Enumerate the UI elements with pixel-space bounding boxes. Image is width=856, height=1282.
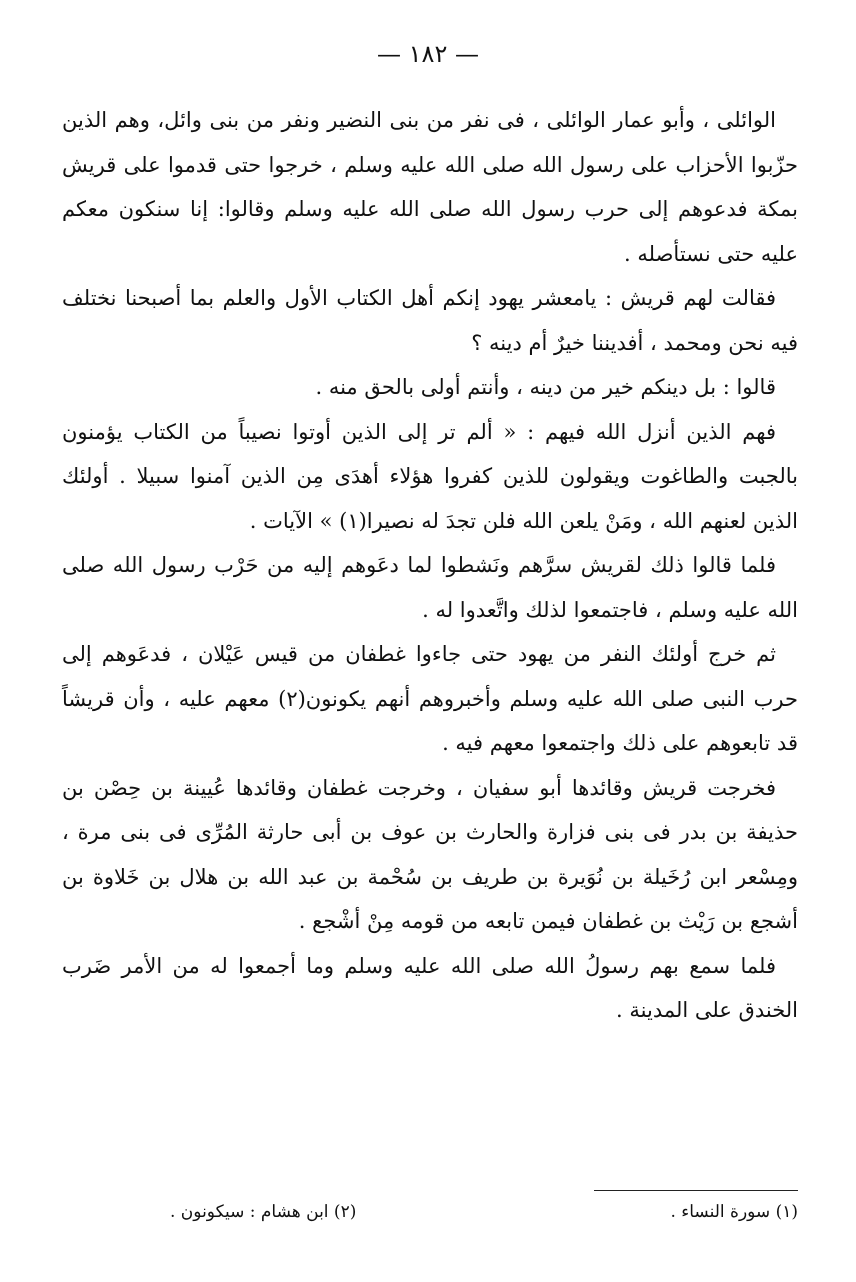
paragraph: ثم خرج أولئك النفر من يهود حتى جاءوا غطفان من قيس عَيْلان ، فدعَوهم إلى حرب النبى صلى الله عليه وسلم وأخبروهم أنهم يكونون(٢) معهم عليه ، وأن قريشاً قد تابعوهم على ذلك واجتمعوا معهم فيه . bbox=[62, 642, 798, 755]
paragraph: فهم الذين أنزل الله فيهم : « ألم تر إلى الذين أوتوا نصيباً من الكتاب يؤمنون بالجبت والطاغوت ويقولون للذين كفروا هؤلاء أهدَى مِن الذين آمنوا سبيلا . أولئك الذين لعنهم الله ، ومَنْ يلعن الله فلن تجدَ له نصيرا(١) » الآيات . bbox=[62, 419, 798, 533]
footnote-2: (٢) ابن هشام : سيكونون . bbox=[170, 1202, 357, 1222]
paragraph: قالوا : بل دينكم خير من دينه ، وأنتم أولى بالحق منه . bbox=[315, 375, 776, 399]
footnote-1: (١) سورة النساء . bbox=[670, 1202, 798, 1222]
paragraph: فقالت لهم قريش : يامعشر يهود إنكم أهل الكتاب الأول والعلم بما أصبحنا نختلف فيه نحن ومحمد ، أفديننا خيرٌ أم دينه ؟ bbox=[62, 286, 798, 355]
footnote-divider bbox=[594, 1190, 798, 1191]
paragraph: فلما قالوا ذلك لقريش سرَّهم ونَشطوا لما دعَوهم إليه من حَرْب رسول الله صلى الله عليه وسلم ، فاجتمعوا لذلك واتَّعدوا له . bbox=[62, 553, 798, 622]
footnotes bbox=[170, 1202, 798, 1222]
paragraph: الوائلى ، وأبو عمار الوائلى ، فى نفر من بنى النضير ونفر من بنى وائل، وهم الذين حزّبوا الأحزاب على رسول الله صلى الله عليه وسلم ، خرجوا حتى قدموا على قريش بمكة فدعوهم إلى حرب رسول الله صلى الله عليه وسلم وقالوا: إنا سنكون معكم عليه حتى نستأصله . bbox=[62, 108, 798, 266]
paragraph: فخرجت قريش وقائدها أبو سفيان ، وخرجت غطفان وقائدها عُيينة بن حِصْن بن حذيفة بن بدر فى بنى فزارة والحارث بن عوف بن أبى حارثة المُرِّى فى بنى مرة ، ومِسْعر ابن رُخَيلة بن نُوَيرة بن طريف بن سُحْمة بن عبد الله بن هلال بن خَلاوة بن أشجع بن رَيْث بن غطفان فيمن تابعه من قومه مِنْ أشْجع . bbox=[62, 775, 798, 933]
paragraph: فلما سمع بهم رسولُ الله صلى الله عليه وسلم وما أجمعوا له من الأمر ضَرب الخندق على المدينة . bbox=[62, 953, 798, 1022]
main-text bbox=[62, 98, 798, 1033]
page-number: — ١٨٢ — bbox=[377, 40, 479, 68]
